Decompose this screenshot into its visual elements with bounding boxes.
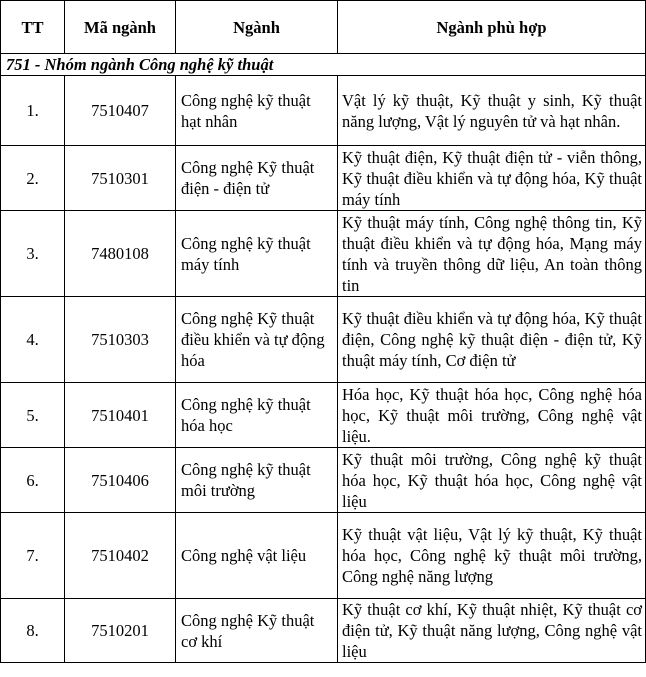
table-row: [1, 448, 646, 513]
row-major: Công nghệ kỹ thuật môi trường: [176, 448, 338, 513]
row-index: 8.: [1, 599, 65, 663]
row-major: Công nghệ Kỹ thuật cơ khí: [176, 599, 338, 663]
row-matching-majors: Vật lý kỹ thuật, Kỹ thuật y sinh, Kỹ thuật năng lượng, Vật lý nguyên tử và hạt nhân.: [338, 76, 646, 146]
row-code: 7510303: [65, 297, 176, 383]
row-matching-majors: Kỹ thuật vật liệu, Vật lý kỹ thuật, Kỹ thuật hóa học, Công nghệ kỹ thuật môi trường, Công nghệ năng lượng: [338, 513, 646, 599]
table-row: [1, 383, 646, 448]
row-major: Công nghệ kỹ thuật hạt nhân: [176, 76, 338, 146]
row-major: Công nghệ vật liệu: [176, 513, 338, 599]
group-title: 751 - Nhóm ngành Công nghệ kỹ thuật: [1, 54, 646, 76]
row-index: 3.: [1, 211, 65, 297]
row-major: Công nghệ kỹ thuật hóa học: [176, 383, 338, 448]
row-major: Công nghệ kỹ thuật máy tính: [176, 211, 338, 297]
row-code: 7510402: [65, 513, 176, 599]
row-matching-majors: Kỹ thuật máy tính, Công nghệ thông tin, Kỹ thuật điều khiển và tự động hóa, Mạng máy tính và truyền thông dữ liệu, An toàn thông tin: [338, 211, 646, 297]
row-matching-majors: Kỹ thuật môi trường, Công nghệ kỹ thuật hóa học, Kỹ thuật hóa học, Công nghệ vật liệu: [338, 448, 646, 513]
row-code: 7510406: [65, 448, 176, 513]
row-index: 1.: [1, 76, 65, 146]
table-row: [1, 211, 646, 297]
table-row: [1, 146, 646, 211]
row-index: 6.: [1, 448, 65, 513]
table-row: [1, 599, 646, 663]
row-major: Công nghệ Kỹ thuật điện - điện tử: [176, 146, 338, 211]
row-code: 7480108: [65, 211, 176, 297]
row-code: 7510301: [65, 146, 176, 211]
row-matching-majors: Kỹ thuật điều khiển và tự động hóa, Kỹ thuật điện, Công nghệ kỹ thuật điện - điện tử, Kỹ thuật máy tính, Cơ điện tử: [338, 297, 646, 383]
table-row: [1, 297, 646, 383]
row-matching-majors: Kỹ thuật cơ khí, Kỹ thuật nhiệt, Kỹ thuật cơ điện tử, Kỹ thuật năng lượng, Công nghệ vật liệu: [338, 599, 646, 663]
table-row: [1, 76, 646, 146]
row-matching-majors: Kỹ thuật điện, Kỹ thuật điện tử - viễn thông, Kỹ thuật điều khiển và tự động hóa, Kỹ thuật máy tính: [338, 146, 646, 211]
row-code: 7510401: [65, 383, 176, 448]
row-index: 7.: [1, 513, 65, 599]
header-nganh: Ngành: [176, 1, 338, 54]
row-major: Công nghệ Kỹ thuật điều khiển và tự động hóa: [176, 297, 338, 383]
table-row: [1, 513, 646, 599]
row-matching-majors: Hóa học, Kỹ thuật hóa học, Công nghệ hóa học, Kỹ thuật môi trường, Công nghệ vật liệu.: [338, 383, 646, 448]
header-row: [1, 1, 646, 54]
header-nganh-phu-hop: Ngành phù hợp: [338, 1, 646, 54]
header-ma-nganh: Mã ngành: [65, 1, 176, 54]
row-code: 7510201: [65, 599, 176, 663]
header-tt: TT: [1, 1, 65, 54]
row-index: 4.: [1, 297, 65, 383]
row-index: 5.: [1, 383, 65, 448]
row-index: 2.: [1, 146, 65, 211]
row-code: 7510407: [65, 76, 176, 146]
group-row: [1, 54, 646, 76]
